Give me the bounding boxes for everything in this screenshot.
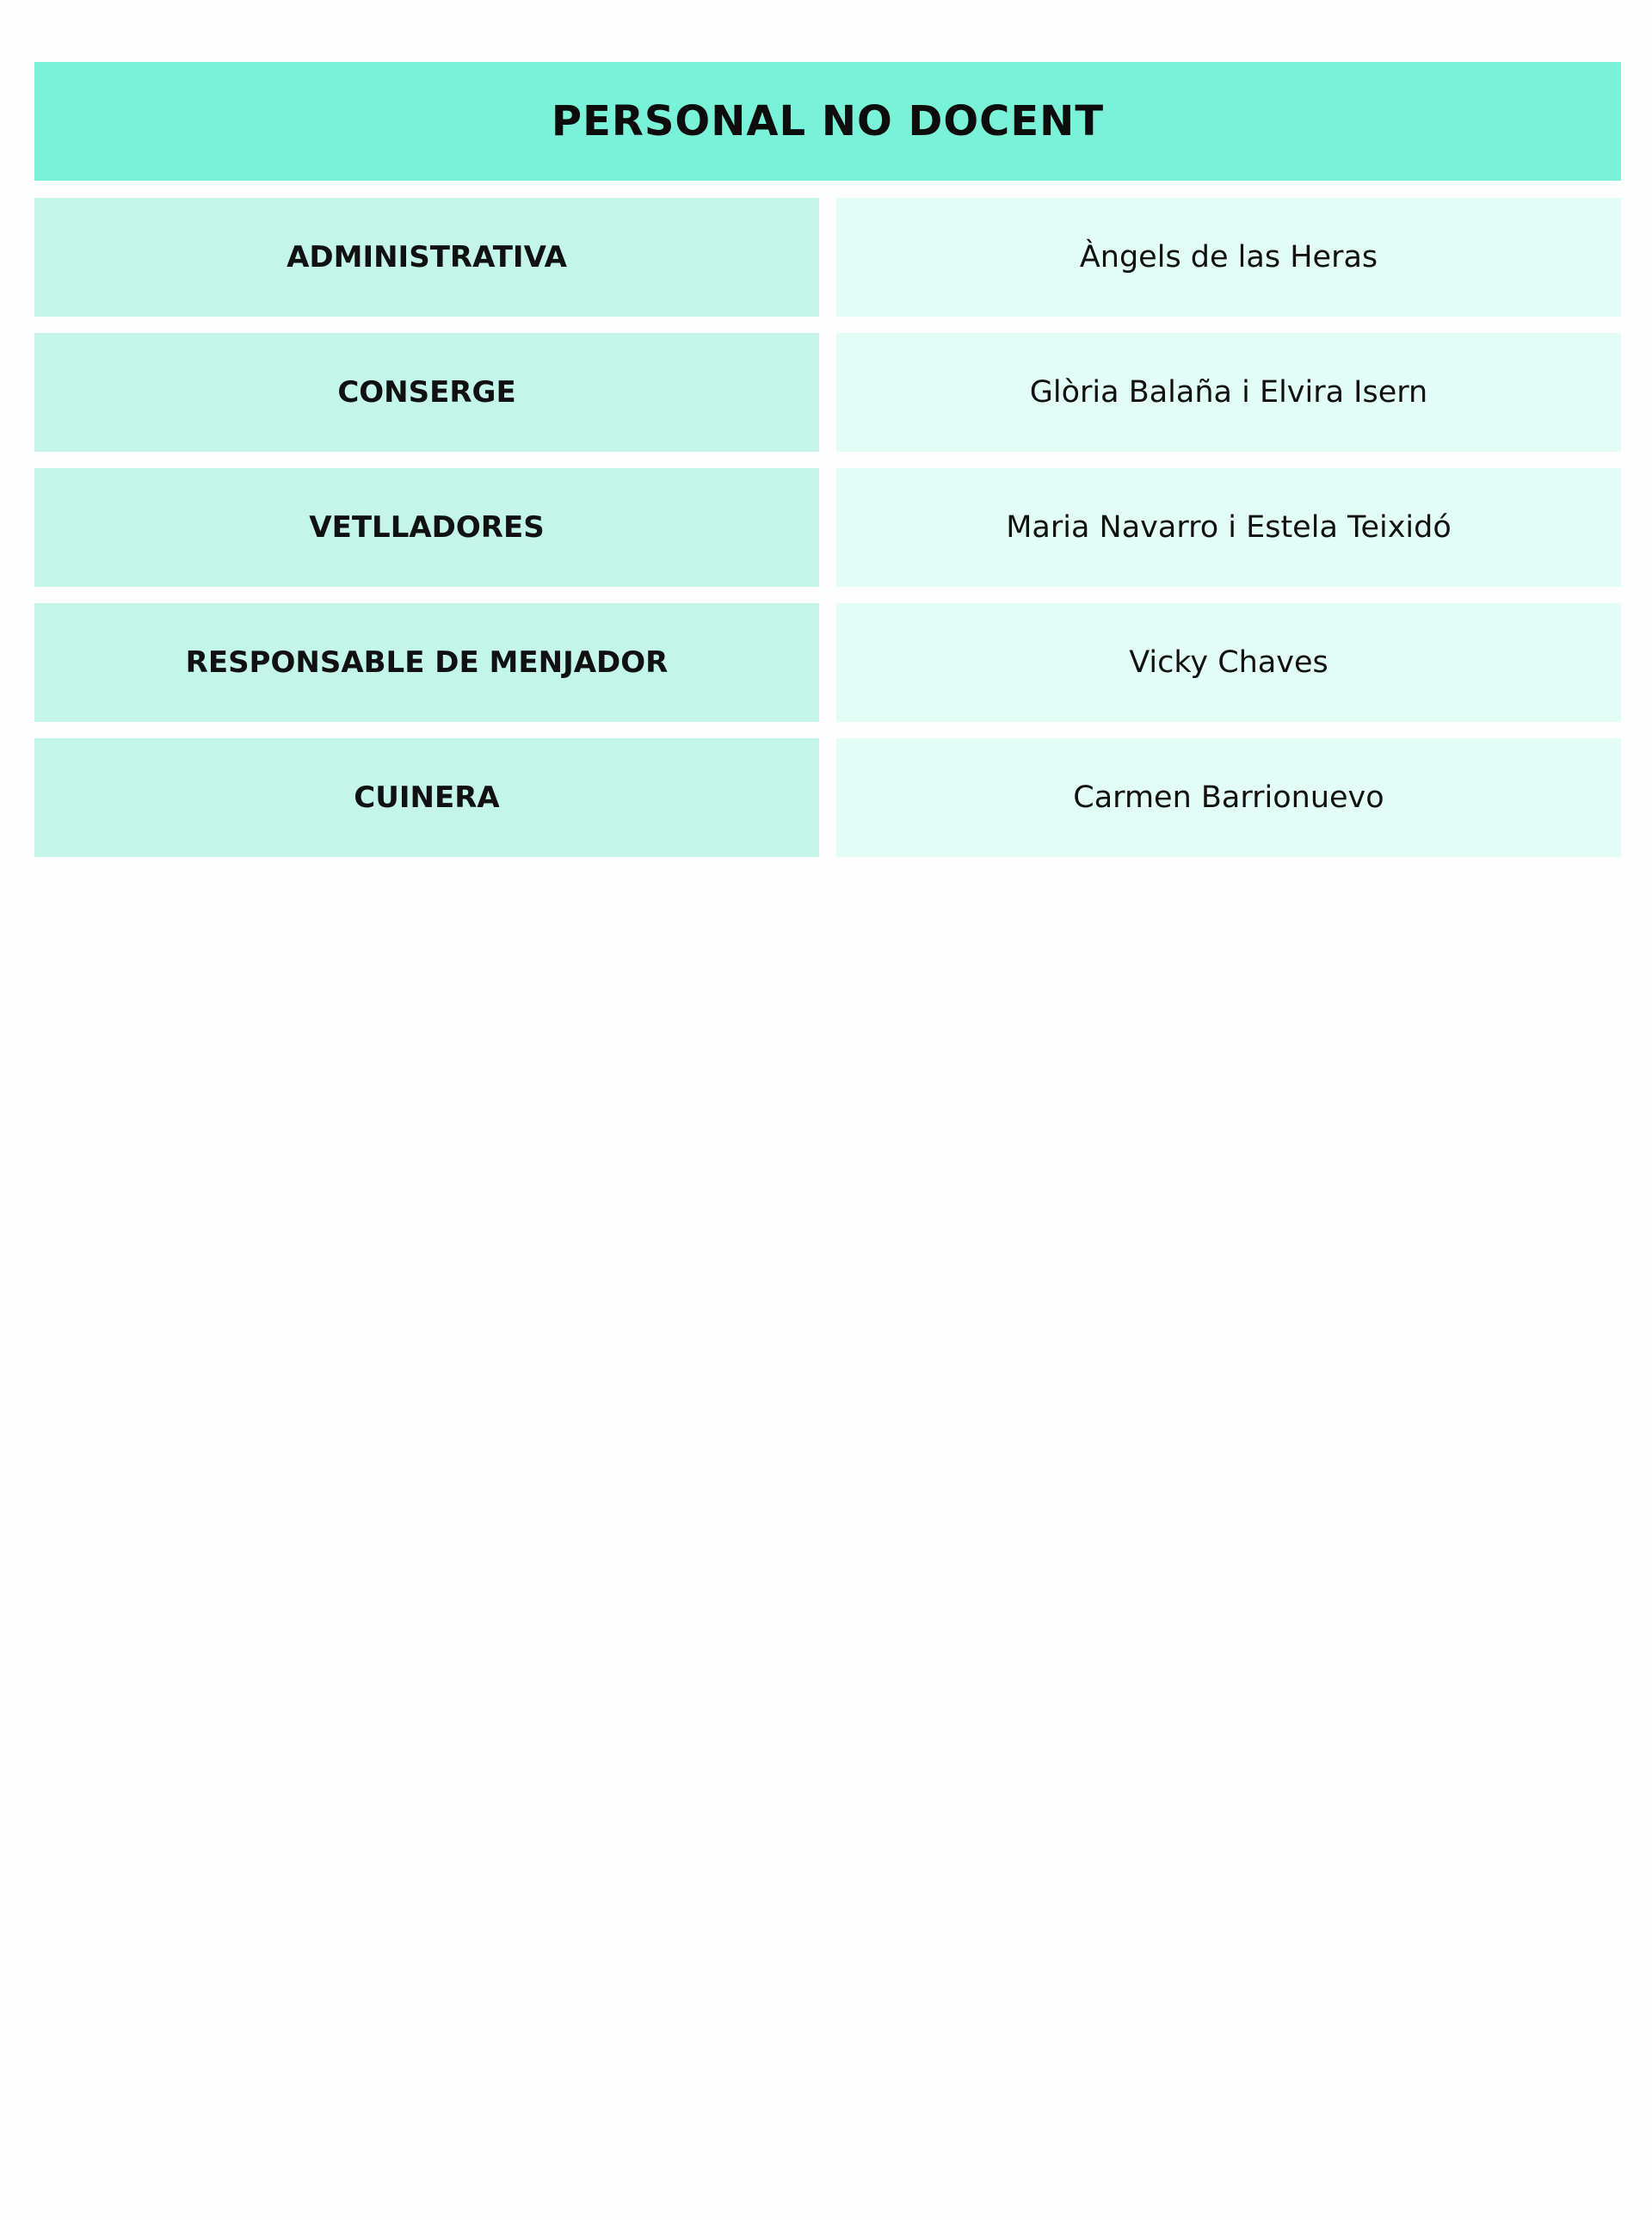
staff-name: Maria Navarro i Estela Teixidó: [1006, 510, 1452, 545]
table-row: [34, 333, 1621, 452]
role-cell: [34, 468, 819, 587]
staff-name: Carmen Barrionuevo: [1073, 780, 1384, 815]
name-cell: [836, 603, 1621, 722]
role-cell: [34, 333, 819, 452]
role-cell: [34, 603, 819, 722]
table-row: [34, 603, 1621, 722]
table-row: [34, 738, 1621, 857]
role-label: VETLLADORES: [309, 510, 545, 545]
staff-name: Glòria Balaña i Elvira Isern: [1029, 375, 1428, 410]
name-cell: [836, 468, 1621, 587]
staff-name: Àngels de las Heras: [1079, 240, 1378, 274]
role-cell: [34, 738, 819, 857]
staff-name: Vicky Chaves: [1129, 645, 1328, 680]
role-cell: [34, 198, 819, 317]
table-row: [34, 198, 1621, 317]
role-label: CONSERGE: [337, 375, 516, 410]
title-banner: [34, 62, 1621, 181]
name-cell: [836, 198, 1621, 317]
page-title: PERSONAL NO DOCENT: [551, 97, 1105, 145]
role-label: ADMINISTRATIVA: [287, 240, 567, 274]
staff-table: [34, 198, 1621, 873]
table-row: [34, 468, 1621, 587]
role-label: RESPONSABLE DE MENJADOR: [185, 645, 669, 680]
name-cell: [836, 333, 1621, 452]
role-label: CUINERA: [354, 780, 500, 815]
name-cell: [836, 738, 1621, 857]
